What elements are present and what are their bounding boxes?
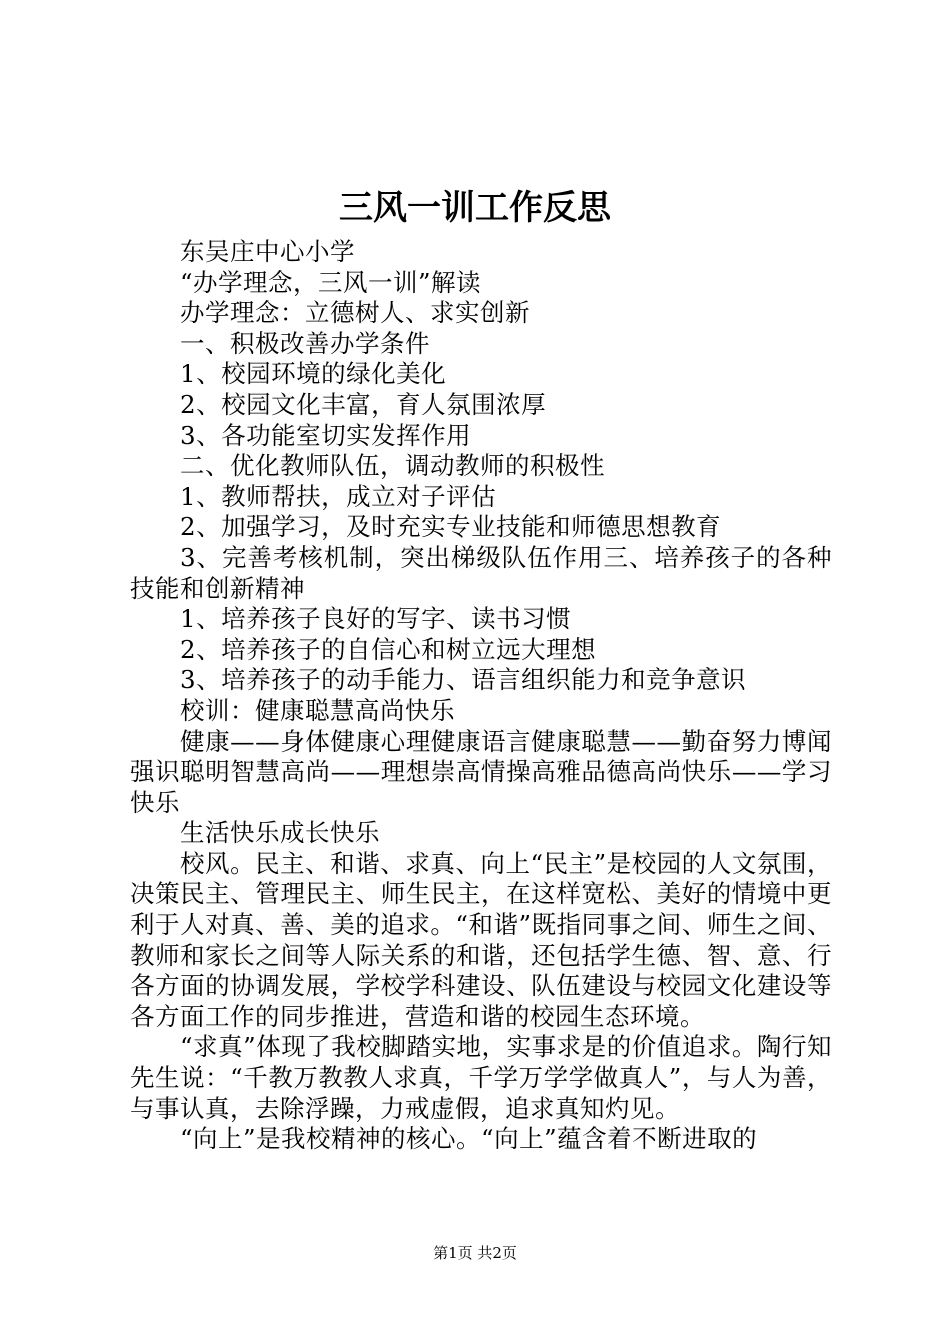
page-footer: 第1页 共2页 (433, 1244, 517, 1262)
paragraph: 3、完善考核机制，突出梯级队伍作用三、培养孩子的各种技能和创新精神 (130, 542, 832, 603)
paragraph: 办学理念：立德树人、求实创新 (180, 298, 530, 328)
paragraph: 3、培养孩子的动手能力、语言组织能力和竞争意识 (180, 665, 747, 695)
paragraph: 1、校园环境的绿化美化 (180, 359, 447, 389)
paragraph: 2、加强学习，及时充实专业技能和师德思想教育 (180, 512, 722, 542)
paragraph: 1、培养孩子良好的写字、读书习惯 (180, 604, 572, 634)
paragraph: 生活快乐成长快乐 (180, 818, 380, 848)
paragraph: 校训：健康聪慧高尚快乐 (180, 695, 455, 725)
paragraph: “求真”体现了我校脚踏实地，实事求是的价值追求。陶行知先生说：“千教万教教人求真，千学万学学做真人”，与人为善，与事认真，去除浮躁，力戒虚假，追求真知灼见。 (130, 1032, 832, 1123)
paragraph: 健康——身体健康心理健康语言健康聪慧——勤奋努力博闻强识聪明智慧高尚——理想崇高情操高雅品德高尚快乐——学习快乐 (130, 726, 832, 817)
paragraph: “向上”是我校精神的核心。“向上”蕴含着不断进取的 (180, 1124, 758, 1154)
paragraph: 1、教师帮扶，成立对子评估 (180, 481, 497, 511)
paragraph: 东吴庄中心小学 (180, 237, 355, 266)
paragraph: 校风。民主、和谐、求真、向上“民主”是校园的人文氛围，决策民主、管理民主、师生民主，在这样宽松、美好的情境中更利于人对真、善、美的追求。“和谐”既指同事之间、师生之间、教师和家长之间等人际关系的和谐，还包括学生德、智、意、行各方面的协调发展，学校学科建设、队伍建设与校园文化建设等各方面工作的同步推进，营造和谐的校园生态环境。 (130, 848, 832, 1031)
paragraph: “办学理念，三风一训”解读 (180, 267, 482, 297)
paragraph: 二、优化教师队伍，调动教师的积极性 (180, 451, 605, 481)
document-body (130, 237, 832, 1155)
document-title: 三风一训工作反思 (339, 188, 611, 228)
paragraph: 一、积极改善办学条件 (180, 328, 430, 358)
paragraph: 2、校园文化丰富，育人氛围浓厚 (180, 389, 547, 419)
paragraph: 3、各功能室切实发挥作用 (180, 420, 472, 450)
paragraph: 2、培养孩子的自信心和树立远大理想 (180, 634, 597, 664)
